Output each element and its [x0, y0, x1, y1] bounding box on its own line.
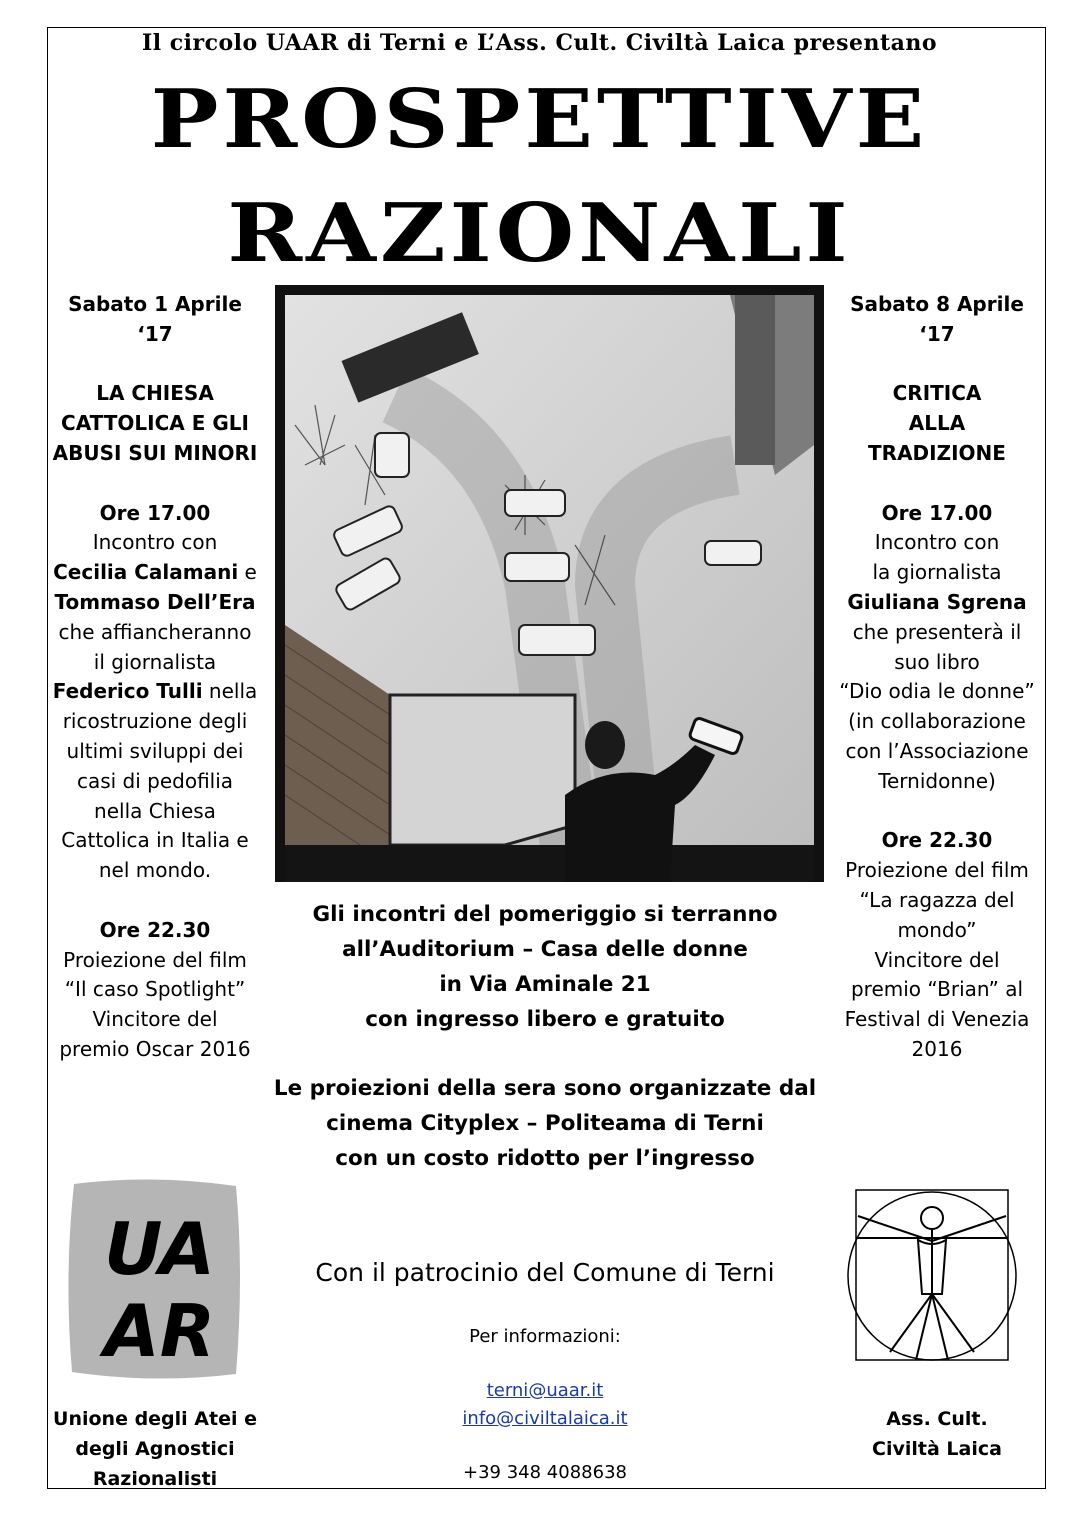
left-film-line: “Il caso Spotlight” — [64, 977, 246, 1002]
left-topic-line: CATTOLICA E GLI — [61, 411, 249, 436]
civilta-laica-name — [832, 1404, 1042, 1464]
right-film-line: 2016 — [911, 1036, 963, 1061]
right-topic-line: TRADIZIONE — [868, 440, 1006, 465]
left-desc-line: casi di pedofilia — [76, 768, 234, 793]
civilta-name-line: Civiltà Laica — [872, 1438, 1002, 1460]
patronage-line: Con il patrocinio del Comune di Terni — [315, 1258, 775, 1287]
uaar-name — [50, 1404, 260, 1494]
left-time-afternoon: Ore 17.00 — [99, 500, 211, 525]
speaker-name: Cecilia Calamani — [53, 560, 239, 585]
right-desc-line: suo libro — [894, 649, 980, 674]
email-link-uaar[interactable]: terni@uaar.it — [486, 1380, 604, 1401]
venue-line: all’Auditorium – Casa delle donne — [342, 937, 748, 962]
left-topic-line: LA CHIESA — [96, 381, 214, 406]
right-desc-line: con l’Associazione — [845, 738, 1029, 763]
right-time-evening: Ore 22.30 — [881, 828, 993, 853]
right-film-line: premio “Brian” al — [850, 977, 1024, 1002]
left-desc-line: Cattolica in Italia e — [61, 828, 249, 853]
venue-info — [230, 897, 860, 1037]
phone-number: +39 348 4088638 — [463, 1462, 627, 1483]
right-film-line: Festival di Venezia — [844, 1007, 1030, 1032]
speaker-name: Giuliana Sgrena — [847, 589, 1027, 614]
right-film-line: Vincitore del — [874, 947, 1000, 972]
left-desc-line: ricostruzione degli — [62, 709, 248, 734]
civilta-name-line: Ass. Cult. — [886, 1408, 988, 1430]
right-film-line: Proiezione del film — [845, 858, 1029, 883]
uaar-logo-text: UA — [104, 1207, 215, 1291]
uaar-logo — [64, 1176, 244, 1381]
left-desc-line: nel mondo. — [98, 858, 212, 883]
left-event-column — [50, 290, 260, 1065]
speaker-name: Federico Tulli — [52, 679, 203, 704]
uaar-name-line: degli Agnostici — [75, 1438, 235, 1460]
right-topic-line: CRITICA — [892, 381, 982, 406]
left-desc-line: ultimi sviluppi dei — [66, 738, 244, 763]
venue-line: in Via Aminale 21 — [439, 972, 651, 997]
uaar-name-line: Razionalisti — [92, 1468, 218, 1490]
left-topic-line: ABUSI SUI MINORI — [52, 440, 258, 465]
right-time-afternoon: Ore 17.00 — [881, 500, 993, 525]
left-film-line: premio Oscar 2016 — [59, 1036, 251, 1061]
presenter-line: Il circolo UAAR di Terni e L’Ass. Cult. Civiltà Laica presentano — [141, 30, 938, 56]
vitruvian-man-logo — [838, 1176, 1023, 1366]
right-film-line: “La ragazza del — [859, 887, 1015, 912]
uaar-logo-text: AR — [104, 1289, 216, 1373]
right-event-date: Sabato 8 Aprile ‘17 — [850, 292, 1024, 346]
venue-line: con ingresso libero e gratuito — [365, 1007, 725, 1032]
info-label: Per informazioni: — [469, 1326, 621, 1347]
left-text-line: Cecilia Calamani e — [53, 560, 257, 585]
right-event-column — [832, 290, 1042, 1065]
speaker-name: Tommaso Dell’Era — [54, 589, 256, 614]
right-text-line: Incontro con — [874, 530, 1000, 555]
right-desc-line: che presenterà il — [852, 619, 1022, 644]
right-desc-line: (in collaborazione — [848, 709, 1026, 734]
right-topic-line: ALLA — [908, 411, 966, 436]
right-film-line: mondo” — [897, 917, 977, 942]
email-link-civiltalaica[interactable]: info@civiltalaica.it — [462, 1408, 628, 1429]
screening-line: cinema Cityplex – Politeama di Terni — [326, 1111, 764, 1136]
right-desc-line: “Dio odia le donne” — [839, 679, 1035, 704]
main-title-line2: RAZIONALI — [227, 185, 852, 281]
left-event-date: Sabato 1 Aprile ‘17 — [68, 292, 242, 346]
left-text-line: il giornalista — [93, 649, 217, 674]
right-desc-line: Ternidonne) — [878, 768, 996, 793]
venue-line: Gli incontri del pomeriggio si terranno — [312, 902, 778, 927]
right-text-line: la giornalista — [872, 560, 1002, 585]
screening-info — [230, 1071, 860, 1176]
screening-line: con un costo ridotto per l’ingresso — [335, 1146, 755, 1171]
left-text-line: Incontro con — [92, 530, 218, 555]
aerial-photo — [275, 285, 824, 882]
left-time-evening: Ore 22.30 — [99, 917, 211, 942]
screening-line: Le proiezioni della sera sono organizzate dal — [273, 1076, 817, 1101]
left-text-line: Federico Tulli nella — [52, 679, 258, 704]
left-text-line: che affiancheranno — [58, 619, 252, 644]
main-title-line1: PROSPETTIVE — [150, 71, 929, 167]
left-desc-line: nella Chiesa — [94, 798, 216, 823]
uaar-name-line: Unione degli Atei e — [53, 1408, 257, 1430]
left-film-line: Vincitore del — [92, 1007, 218, 1032]
left-film-line: Proiezione del film — [63, 947, 247, 972]
